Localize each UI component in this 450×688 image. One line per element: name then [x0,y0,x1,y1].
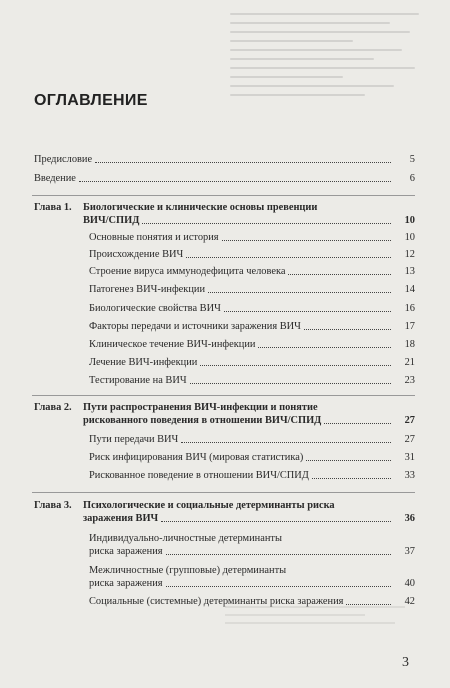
toc-entry [89,470,415,482]
section-divider [32,492,415,493]
dot-leader [142,223,391,224]
entry-page: 17 [404,321,415,332]
entry-page: 27 [404,434,415,445]
entry-title: риска заражения [89,546,163,557]
bleed-through-text [230,6,435,126]
entry-page: 37 [404,546,415,557]
entry-title: Рискованное поведение в отношении ВИЧ/СПИД [89,470,309,481]
entry-title: Тестирование на ВИЧ [89,375,187,386]
dot-leader [166,586,391,587]
chapter-3-title [83,513,415,525]
dot-leader [181,442,391,443]
entry-page: 18 [404,339,415,350]
entry-page: 10 [404,232,415,243]
toc-entry [89,375,415,387]
entry-page: 40 [404,578,415,589]
entry-page: 6 [409,173,415,184]
dot-leader [208,292,391,293]
chapter-2-title-line1: Пути распространения ВИЧ-инфекции и понятие [83,402,318,413]
dot-leader [306,460,391,461]
entry-page: 5 [409,154,415,165]
dot-leader [224,311,391,312]
entry-title: Строение вируса иммунодефицита человека [89,266,286,277]
entry-title: Клиническое течение ВИЧ-инфекции [89,339,256,350]
toc-entry [89,578,415,590]
chapter-3-title-line1: Психологические и социальные детерминанты риска [83,500,335,511]
entry-page: 16 [404,303,415,314]
entry-title: Патогенез ВИЧ-инфекции [89,284,206,295]
dot-leader [95,162,391,163]
toc-entry [89,452,415,464]
entry-title: Социальные (системные) детерминанты риска заражения [89,596,344,607]
chapter-3-label: Глава 3. [34,500,72,511]
toc-entry [89,303,415,315]
dot-leader [258,347,391,348]
entry-title-line1: Индивидуально-личностные детерминанты [89,533,282,544]
toc-entry [89,357,415,369]
dot-leader [161,521,391,522]
toc-entry [89,546,415,558]
entry-title: Введение [34,173,76,184]
section-divider [32,195,415,196]
chapter-2-page: 27 [404,415,415,426]
entry-title: Лечение ВИЧ-инфекции [89,357,198,368]
chapter-3-title-line2: заражения ВИЧ [83,513,159,524]
entry-page: 14 [404,284,415,295]
dot-leader [222,240,391,241]
chapter-2-title-line2: рискованного поведения в отношении ВИЧ/СПИД [83,415,322,426]
dot-leader [304,329,391,330]
page-number: 3 [402,655,409,670]
entry-title: Факторы передачи и источники заражения ВИЧ [89,321,301,332]
entry-page: 33 [404,470,415,481]
toc-entry [89,596,415,608]
entry-page: 42 [404,596,415,607]
entry-page: 31 [404,452,415,463]
toc-entry [89,284,415,296]
entry-title: Биологические свойства ВИЧ [89,303,221,314]
dot-leader [186,257,391,258]
chapter-2-title [83,415,415,427]
entry-page: 23 [404,375,415,386]
dot-leader [200,365,391,366]
entry-title: риска заражения [89,578,163,589]
toc-entry [89,339,415,351]
dot-leader [324,423,391,424]
entry-title: Пути передачи ВИЧ [89,434,179,445]
chapter-1-label: Глава 1. [34,202,72,213]
toc-entry-introduction [34,173,415,185]
entry-title: Основные понятия и история [89,232,219,243]
entry-title: Предисловие [34,154,93,165]
chapter-2-label: Глава 2. [34,402,72,413]
chapter-1-title-line1: Биологические и клинические основы превенции [83,202,318,213]
entry-title-line1: Межличностные (групповые) детерминанты [89,565,287,576]
chapter-3-page: 36 [404,513,415,524]
toc-entry [89,434,415,446]
dot-leader [346,604,391,605]
toc-entry [89,266,415,278]
dot-leader [312,478,391,479]
toc-heading: ОГЛАВЛЕНИЕ [34,92,148,109]
dot-leader [79,181,391,182]
toc-entry-preface [34,154,415,166]
dot-leader [166,554,391,555]
dot-leader [190,383,391,384]
section-divider [32,395,415,396]
toc-entry [89,321,415,333]
chapter-1-title [83,215,415,227]
chapter-1-title-line2: ВИЧ/СПИД [83,215,140,226]
entry-page: 13 [404,266,415,277]
dot-leader [288,274,391,275]
toc-entry [89,232,415,244]
entry-title: Риск инфицирования ВИЧ (мировая статистика) [89,452,304,463]
chapter-1-page: 10 [404,215,415,226]
entry-page: 21 [404,357,415,368]
entry-page: 12 [404,249,415,260]
toc-entry [89,249,415,261]
entry-title: Происхождение ВИЧ [89,249,184,260]
